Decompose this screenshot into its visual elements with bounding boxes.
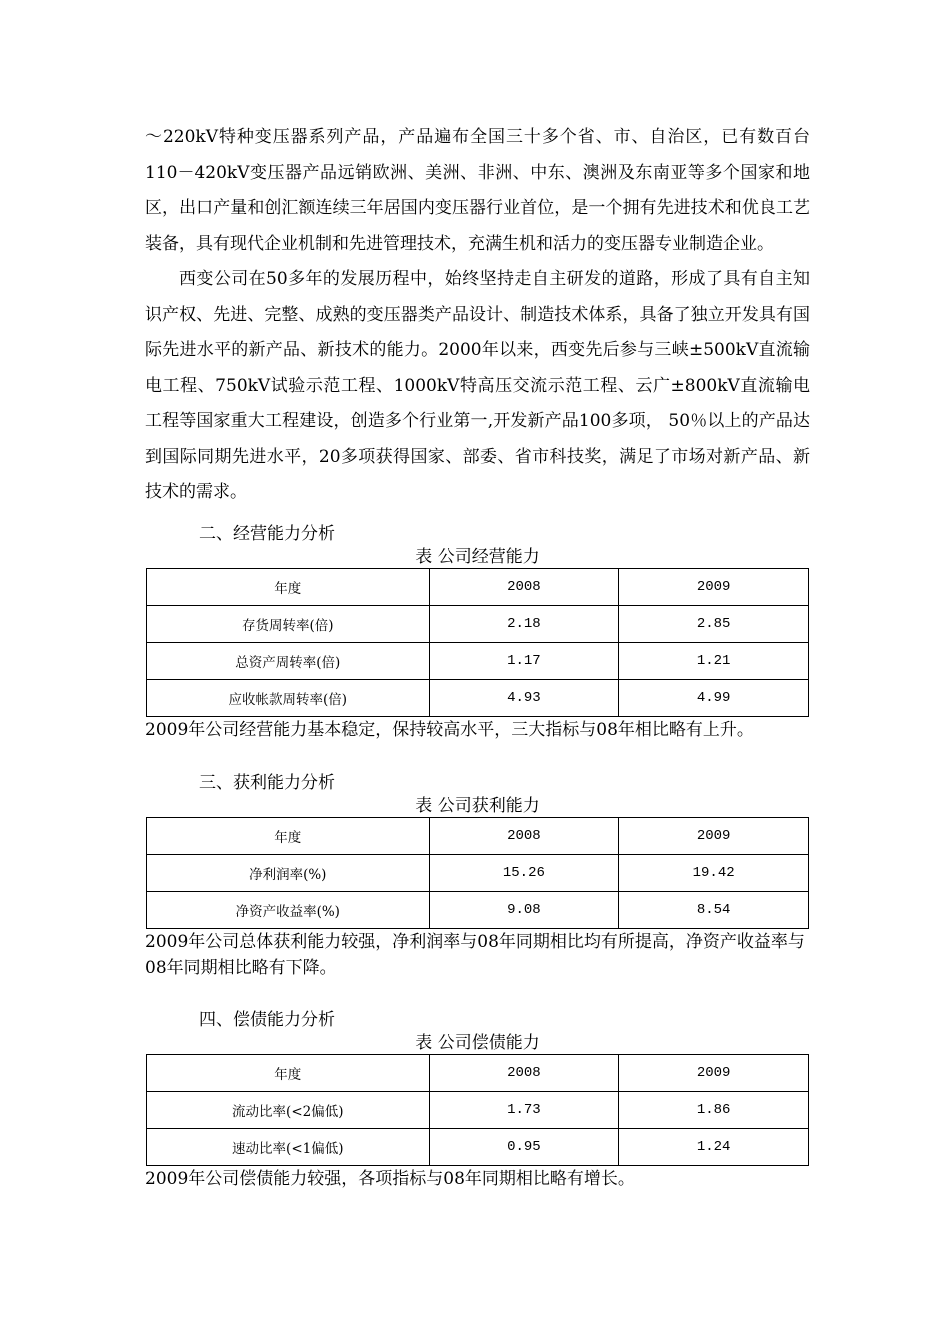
header-cell-2009: 2009 — [619, 569, 809, 606]
value-2008: 9.08 — [429, 892, 619, 929]
value-2009: 4.99 — [619, 680, 809, 717]
table-row — [147, 1092, 809, 1129]
header-cell-2008: 2008 — [429, 1055, 619, 1092]
header-cell-year: 年度 — [147, 818, 430, 855]
profitability-section — [145, 771, 810, 981]
row-label: 净利润率(%) — [147, 855, 430, 892]
value-2009: 2.85 — [619, 606, 809, 643]
section-note: 2009年公司偿债能力较强，各项指标与08年同期相比略有增长。 — [145, 1169, 635, 1189]
header-cell-year: 年度 — [147, 1055, 430, 1092]
table-row — [147, 643, 809, 680]
value-2009: 1.21 — [619, 643, 809, 680]
profitability-table — [146, 817, 809, 929]
section-heading: 三、获利能力分析 — [199, 773, 335, 793]
section-heading: 四、偿债能力分析 — [199, 1010, 335, 1030]
intro-text — [145, 120, 810, 511]
header-cell-year: 年度 — [147, 569, 430, 606]
row-label: 应收帐款周转率(倍) — [147, 680, 430, 717]
row-label: 流动比率(<2偏低) — [147, 1092, 430, 1129]
operating-capacity-table — [146, 568, 809, 717]
row-label: 净资产收益率(%) — [147, 892, 430, 929]
value-2008: 2.18 — [429, 606, 619, 643]
value-2009: 1.86 — [619, 1092, 809, 1129]
table-caption: 表 公司偿债能力 — [415, 1033, 540, 1053]
table-caption: 表 公司经营能力 — [415, 547, 540, 567]
header-cell-2008: 2008 — [429, 569, 619, 606]
table-row — [147, 892, 809, 929]
table-header-row — [147, 818, 809, 855]
table-row — [147, 680, 809, 717]
solvency-table — [146, 1054, 809, 1166]
table-row — [147, 1129, 809, 1166]
row-label: 总资产周转率(倍) — [147, 643, 430, 680]
section-note: 2009年公司经营能力基本稳定，保持较高水平，三大指标与08年相比略有上升。 — [145, 720, 754, 740]
row-label: 速动比率(<1偏低) — [147, 1129, 430, 1166]
table-row — [147, 855, 809, 892]
header-cell-2009: 2009 — [619, 818, 809, 855]
section-heading: 二、经营能力分析 — [199, 524, 335, 544]
row-label: 存货周转率(倍) — [147, 606, 430, 643]
table-row — [147, 606, 809, 643]
solvency-section — [145, 1008, 810, 1192]
value-2009: 1.24 — [619, 1129, 809, 1166]
value-2009: 8.54 — [619, 892, 809, 929]
table-header-row — [147, 569, 809, 606]
value-2008: 1.73 — [429, 1092, 619, 1129]
value-2008: 15.26 — [429, 855, 619, 892]
value-2008: 4.93 — [429, 680, 619, 717]
value-2008: 0.95 — [429, 1129, 619, 1166]
section-note: 2009年公司总体获利能力较强，净利润率与08年同期相比均有所提高，净资产收益率与08年同期相比略有下降。 — [145, 932, 805, 978]
operating-capacity-section — [145, 522, 810, 743]
intro-paragraph-2: 西变公司在50多年的发展历程中，始终坚持走自主研发的道路，形成了具有自主知识产权、先进、完整、成熟的变压器类产品设计、制造技术体系，具备了独立开发具有国际先进水平的新产品、新技术的能力。2000年以来，西变先后参与三峡±500kV直流输电工程、750kV试验示范工程、1000kV特高压交流示范工程、云广±800kV直流输电工程等国家重大工程建设，创造多个行业第一,开发新产品100多项， 50％以上的产品达到国际同期先进水平，20多项获得国家、部委、省市科技奖，满足了市场对新产品、新技术的需求。 — [145, 269, 810, 502]
table-header-row — [147, 1055, 809, 1092]
value-2008: 1.17 — [429, 643, 619, 680]
table-caption: 表 公司获利能力 — [415, 796, 540, 816]
intro-paragraph-1: ～220kV特种变压器系列产品，产品遍布全国三十多个省、市、自治区，已有数百台110－420kV变压器产品远销欧洲、美洲、非洲、中东、澳洲及东南亚等多个国家和地区，出口产量和创汇额连续三年居国内变压器行业首位，是一个拥有先进技术和优良工艺装备，具有现代企业机制和先进管理技术，充满生机和活力的变压器专业制造企业。 — [145, 127, 810, 254]
value-2009: 19.42 — [619, 855, 809, 892]
header-cell-2008: 2008 — [429, 818, 619, 855]
header-cell-2009: 2009 — [619, 1055, 809, 1092]
